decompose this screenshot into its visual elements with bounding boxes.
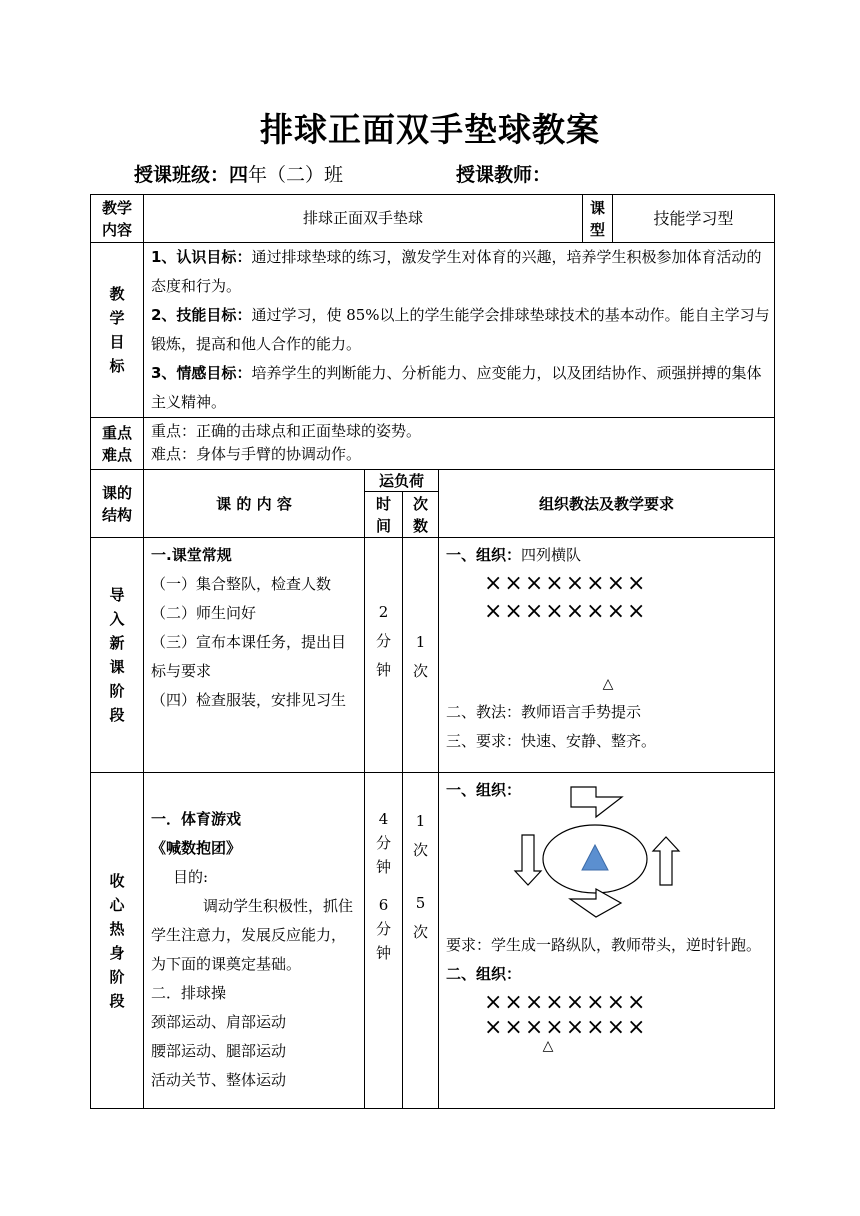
goal-emotion: 3、情感目标：培养学生的判断能力、分析能力、应变能力，以及团结协作、顽强拼搏的集体主义精神。 <box>151 364 762 411</box>
stage1-org: 一、组织：四列横队 <box>446 546 582 564</box>
stage1-item: （一）集合整队，检查人数 <box>151 575 332 593</box>
stage1-teaching-method: 二、教法：教师语言手势提示 <box>446 703 642 721</box>
formation-row: ×××××××× <box>484 599 648 624</box>
goals-label: 教学目标 <box>109 285 125 375</box>
stage2-org2: 二、组织： <box>446 965 522 983</box>
purpose-text: 调动学生积极性，抓住学生注意力，发展反应能力，为下面的课奠定基础。 <box>151 897 354 973</box>
lesson-content-header: 课 的 内 容 <box>144 470 365 538</box>
stage2-requirement: 要求：学生成一路纵队，教师带头，逆时针跑。 <box>446 936 762 954</box>
goal-skill: 2、技能目标：通过学习，使 85%以上的学生能学会排球垫球技术的基本动作。能自主学习与锻炼，提高和他人合作的能力。 <box>151 306 770 353</box>
exercise: 腰部运动、腿部运动 <box>151 1042 287 1060</box>
method-header: 组织教法及教学要求 <box>439 470 775 538</box>
stage2-heading: 二．排球操 <box>151 984 227 1002</box>
goals-cell <box>144 243 775 418</box>
content-label: 教学内容 <box>101 198 132 239</box>
arrow-down-icon <box>515 835 541 885</box>
teacher-mark: △ <box>602 676 614 692</box>
class-value: 年（二）班 <box>248 164 344 186</box>
key-cell <box>144 418 775 470</box>
lesson-plan-table <box>90 194 775 1109</box>
stage1-item: （四）检查服装，安排见习生 <box>151 691 347 709</box>
type-label-cell <box>583 195 613 243</box>
difficult-point: 难点：身体与手臂的协调动作。 <box>151 445 362 463</box>
stage1-time: 2 分 钟 <box>365 538 403 773</box>
stage2-count: 1 次 5 次 <box>403 773 439 1109</box>
stage1-heading: 一.课堂常规 <box>151 546 232 564</box>
count-header: 次数 <box>403 492 439 538</box>
teacher-mark: △ <box>542 1038 554 1054</box>
exercise: 颈部运动、肩部运动 <box>151 1013 287 1031</box>
stage1-label-cell <box>91 538 144 773</box>
stage2-label-cell <box>91 773 144 1109</box>
formation-row: ×××××××× <box>484 990 648 1015</box>
teacher-label: 授课教师： <box>456 164 552 186</box>
stage1-label: 导入新课阶段 <box>109 586 125 724</box>
load-header: 运负荷 <box>365 470 439 492</box>
formation-row: ×××××××× <box>484 571 648 596</box>
arrow-left-icon <box>571 787 622 817</box>
stage2-method <box>439 773 775 1109</box>
stage2-label: 收心热身阶段 <box>109 871 125 1010</box>
arrow-right-icon <box>570 889 621 917</box>
content-value: 排球正面双手垫球 <box>303 209 424 227</box>
stage1-item: （三）宣布本课任务，提出目标与要求 <box>151 633 347 680</box>
stage1-content <box>144 538 365 773</box>
teacher-info <box>456 160 551 187</box>
content-label-cell <box>91 195 144 243</box>
goal-cognitive: 1、认识目标：通过排球垫球的练习，激发学生对体育的兴趣，培养学生积极参加体育活动的态度和行为。 <box>151 248 762 295</box>
content-value-cell <box>144 195 583 243</box>
structure-label-cell <box>91 470 144 538</box>
stage1-requirement: 三、要求：快速、安静、整齐。 <box>446 732 657 750</box>
stage2-org1: 一、组织： <box>446 781 522 799</box>
type-label: 课型 <box>590 198 606 239</box>
class-label: 授课班级： <box>134 164 230 186</box>
stage2-time: 4 分 钟 6 分 钟 <box>365 773 403 1109</box>
stage2-content <box>144 773 365 1109</box>
stage1-count: 1 次 <box>403 538 439 773</box>
type-value: 技能学习型 <box>653 209 734 228</box>
structure-label: 课的结构 <box>101 483 132 524</box>
exercise: 活动关节、整体运动 <box>151 1071 287 1089</box>
game-name: 《喊数抱团》 <box>151 839 242 857</box>
goals-label-cell <box>91 243 144 418</box>
formation-row: ×××××××× <box>484 1015 648 1040</box>
stage1-item: （二）师生问好 <box>151 604 257 622</box>
purpose-label: 目的: <box>173 868 209 886</box>
page-title: 排球正面双手垫球教案 <box>260 110 600 149</box>
type-value-cell <box>613 195 775 243</box>
class-grade: 四 <box>229 164 249 186</box>
key-point: 重点：正确的击球点和正面垫球的姿势。 <box>151 422 422 440</box>
stage2-heading: 一．体育游戏 <box>151 810 242 828</box>
stage1-method <box>439 538 775 773</box>
class-info <box>134 160 343 187</box>
time-header: 时间 <box>365 492 403 538</box>
arrow-up-icon <box>653 837 679 885</box>
key-label-cell <box>91 418 144 470</box>
key-label: 重点难点 <box>101 423 132 464</box>
